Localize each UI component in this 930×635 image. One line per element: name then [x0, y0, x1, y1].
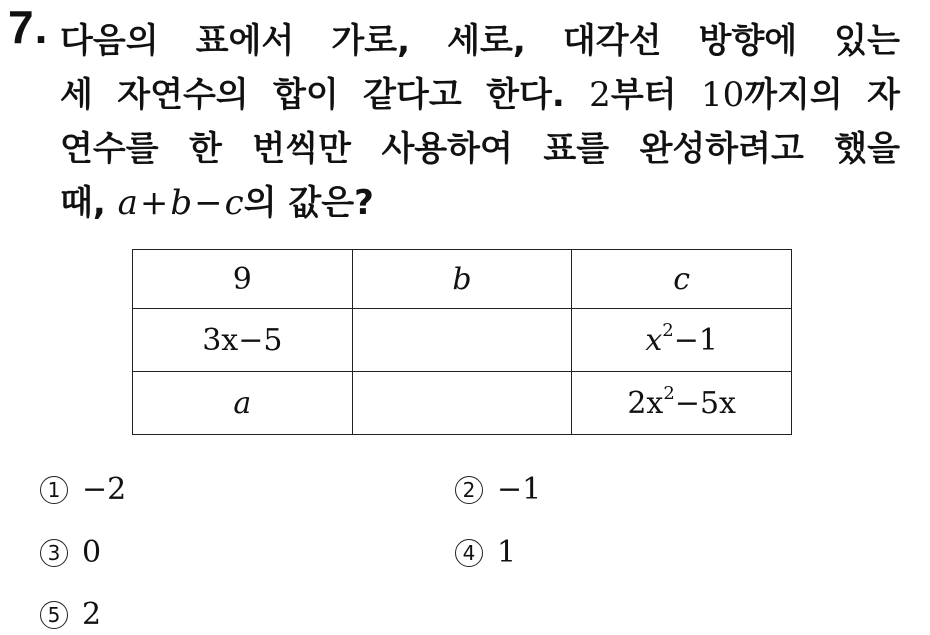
line4-prefix: 때,	[60, 183, 118, 223]
cell-r1-c2	[352, 250, 572, 309]
cell-r3-c3	[572, 372, 792, 435]
cell-r1-c1: 9	[133, 250, 353, 309]
magic-square-table	[132, 249, 792, 435]
expr-plus: +	[139, 183, 169, 223]
cell-r2-c3	[572, 309, 792, 372]
choice-1-value: −2	[82, 472, 127, 507]
cell-r3-c3-pre: 2x	[627, 385, 664, 421]
question-line-2	[60, 68, 900, 122]
table-row	[133, 372, 792, 435]
question-line-1: 다음의 표에서 가로, 세로, 대각선 방향에 있는	[60, 21, 900, 61]
cell-r3-c1	[133, 372, 353, 435]
expr-minus: −	[194, 183, 223, 223]
choice-3-mark: 3	[40, 539, 68, 567]
line4-suffix: 의 값은?	[243, 183, 374, 223]
choice-4-mark: 4	[455, 539, 483, 567]
cell-r3-c2	[352, 372, 572, 435]
cell-r2-c2	[352, 309, 572, 372]
line2-number-end: 10	[700, 75, 745, 115]
choice-1-mark: 1	[40, 476, 68, 504]
cell-r3-c1-var: a	[233, 385, 252, 421]
choice-2-value: −1	[497, 472, 542, 507]
cell-r3-c3-exp: 2	[663, 382, 675, 404]
line2-text-b: 부터	[610, 75, 701, 115]
cell-r1-c3-var: c	[673, 261, 691, 297]
expr-var-b: b	[170, 183, 193, 223]
expr-var-c: c	[224, 183, 244, 223]
line2-text-a: 세 자연수의 합이 같다고 한다.	[60, 75, 590, 115]
cell-r2-c1: 3x−5	[133, 309, 353, 372]
choice-3-value: 0	[82, 535, 102, 570]
cell-r1-c2-var: b	[452, 261, 472, 297]
cell-r1-c3	[572, 250, 792, 309]
cell-r2-c3-exp: 2	[662, 319, 674, 341]
choice-5-mark: 5	[40, 601, 68, 629]
table-row	[133, 309, 792, 372]
line2-text-c: 까지의 자	[744, 75, 901, 115]
question-line-4	[60, 176, 900, 230]
choice-1[interactable]	[40, 472, 126, 507]
cell-r2-c3-rest: −1	[673, 322, 718, 358]
choice-2[interactable]	[455, 472, 541, 507]
choice-5-value: 2	[82, 597, 102, 632]
line2-number-start: 2	[589, 75, 611, 115]
cell-r2-c3-base: x	[645, 322, 663, 358]
choice-5[interactable]	[40, 597, 101, 632]
expr-var-a: a	[117, 183, 138, 223]
cell-r3-c3-rest: −5x	[674, 385, 736, 421]
table-row	[133, 250, 792, 309]
question-text	[60, 14, 900, 230]
choice-2-mark: 2	[455, 476, 483, 504]
question-line-3: 연수를 한 번씩만 사용하여 표를 완성하려고 했을	[60, 129, 900, 169]
question-number: 7.	[8, 1, 49, 53]
choice-4[interactable]	[455, 535, 516, 570]
choice-3[interactable]	[40, 535, 101, 570]
choice-4-value: 1	[497, 535, 517, 570]
